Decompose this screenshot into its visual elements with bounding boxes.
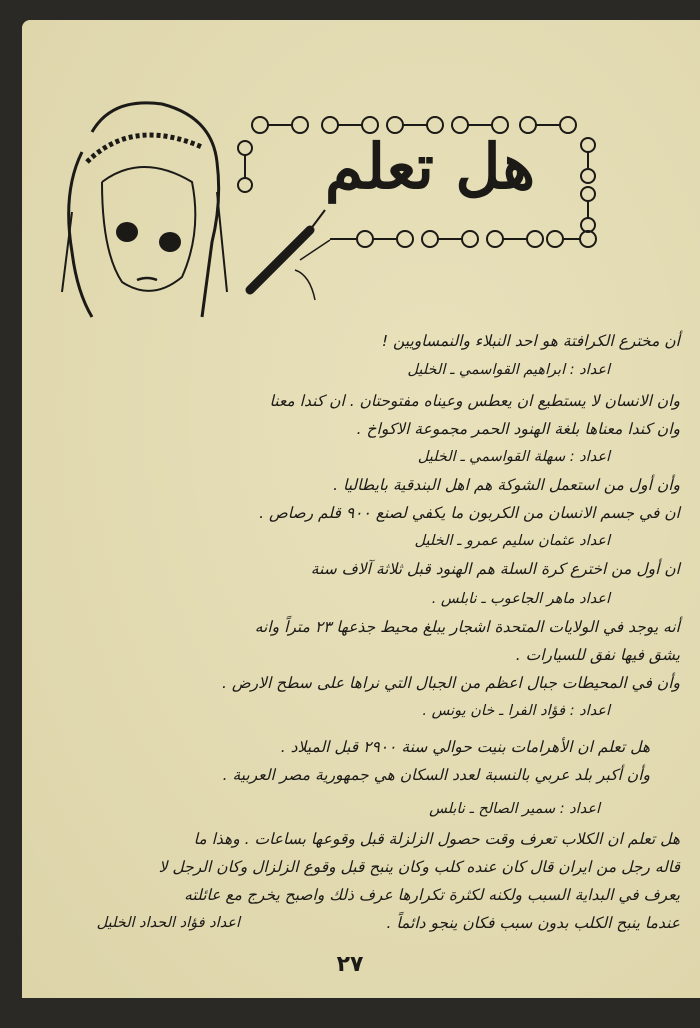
fact-text: وأن في المحيطات جبال اعظم من الجبال التي نراها على سطح الارض .	[222, 674, 680, 692]
fact-text: أن مخترع الكرافتة هو احد النبلاء والنمساويين !	[381, 332, 680, 350]
fact-text: هل تعلم ان الأهرامات بنيت حوالي سنة ٢٩٠٠ قبل الميلاد .	[280, 738, 650, 756]
fact-text: وان الانسان لا يستطيع ان يعطس وعيناه مفتوحتان . ان كندا معنا	[269, 392, 680, 410]
fact-credit: اعداد : ابراهيم القواسمي ـ الخليل	[407, 362, 610, 378]
fact-text: وأن أكبر بلد عربي بالنسبة لعدد السكان هي جمهورية مصر العربية .	[222, 766, 650, 784]
fact-text: ان في جسم الانسان من الكربون ما يكفي لصنع ٩٠٠ قلم رصاص .	[259, 504, 680, 522]
fact-credit: اعداد ماهر الجاعوب ـ نابلس .	[431, 591, 610, 607]
page-title: هل تعلم	[324, 130, 536, 203]
fact-credit: اعداد : سهلة القواسمي ـ الخليل	[417, 449, 610, 465]
fact-text: هل تعلم ان الكلاب تعرف وقت حصول الزلزلة قبل وقوعها بساعات . وهذا ما	[193, 830, 680, 848]
fact-text: يشق فيها نفق للسيارات .	[515, 646, 680, 664]
fact-text: ان أول من اخترع كرة السلة هم الهنود قبل ثلاثة آلاف سنة	[310, 560, 680, 578]
fact-text: قاله رجل من ايران قال كان عنده كلب وكان ينبح قبل وقوع الزلزال وكان الرجل لا	[158, 858, 680, 876]
fact-text: وأن أول من استعمل الشوكة هم اهل البندقية بايطاليا .	[333, 476, 680, 494]
page-number: ٢٧	[336, 952, 364, 977]
fact-credit: اعداد : سمير الصالح ـ نابلس	[429, 801, 600, 817]
fact-credit: اعداد : فؤاد الفرا ـ خان يونس .	[422, 703, 610, 719]
fact-text: عندما ينبح الكلب بدون سبب فكان ينجو دائماً .	[386, 914, 680, 932]
girl-illustration	[52, 92, 232, 322]
fact-credit: اعداد عثمان سليم عمرو ـ الخليل	[414, 533, 610, 549]
fact-credit: اعداد فؤاد الحداد الخليل	[96, 915, 240, 931]
fact-text: يعرف في البداية السبب ولكنه لكثرة تكرارها عرف ذلك واصبح يخرج مع عائلته	[184, 886, 680, 904]
fact-text: وان كندا معناها بلغة الهنود الحمر مجموعة الاكواخ .	[356, 420, 680, 438]
fact-text: أنه يوجد في الولايات المتحدة اشجار يبلغ محيط جذعها ٢٣ متراً وانه	[254, 618, 680, 636]
